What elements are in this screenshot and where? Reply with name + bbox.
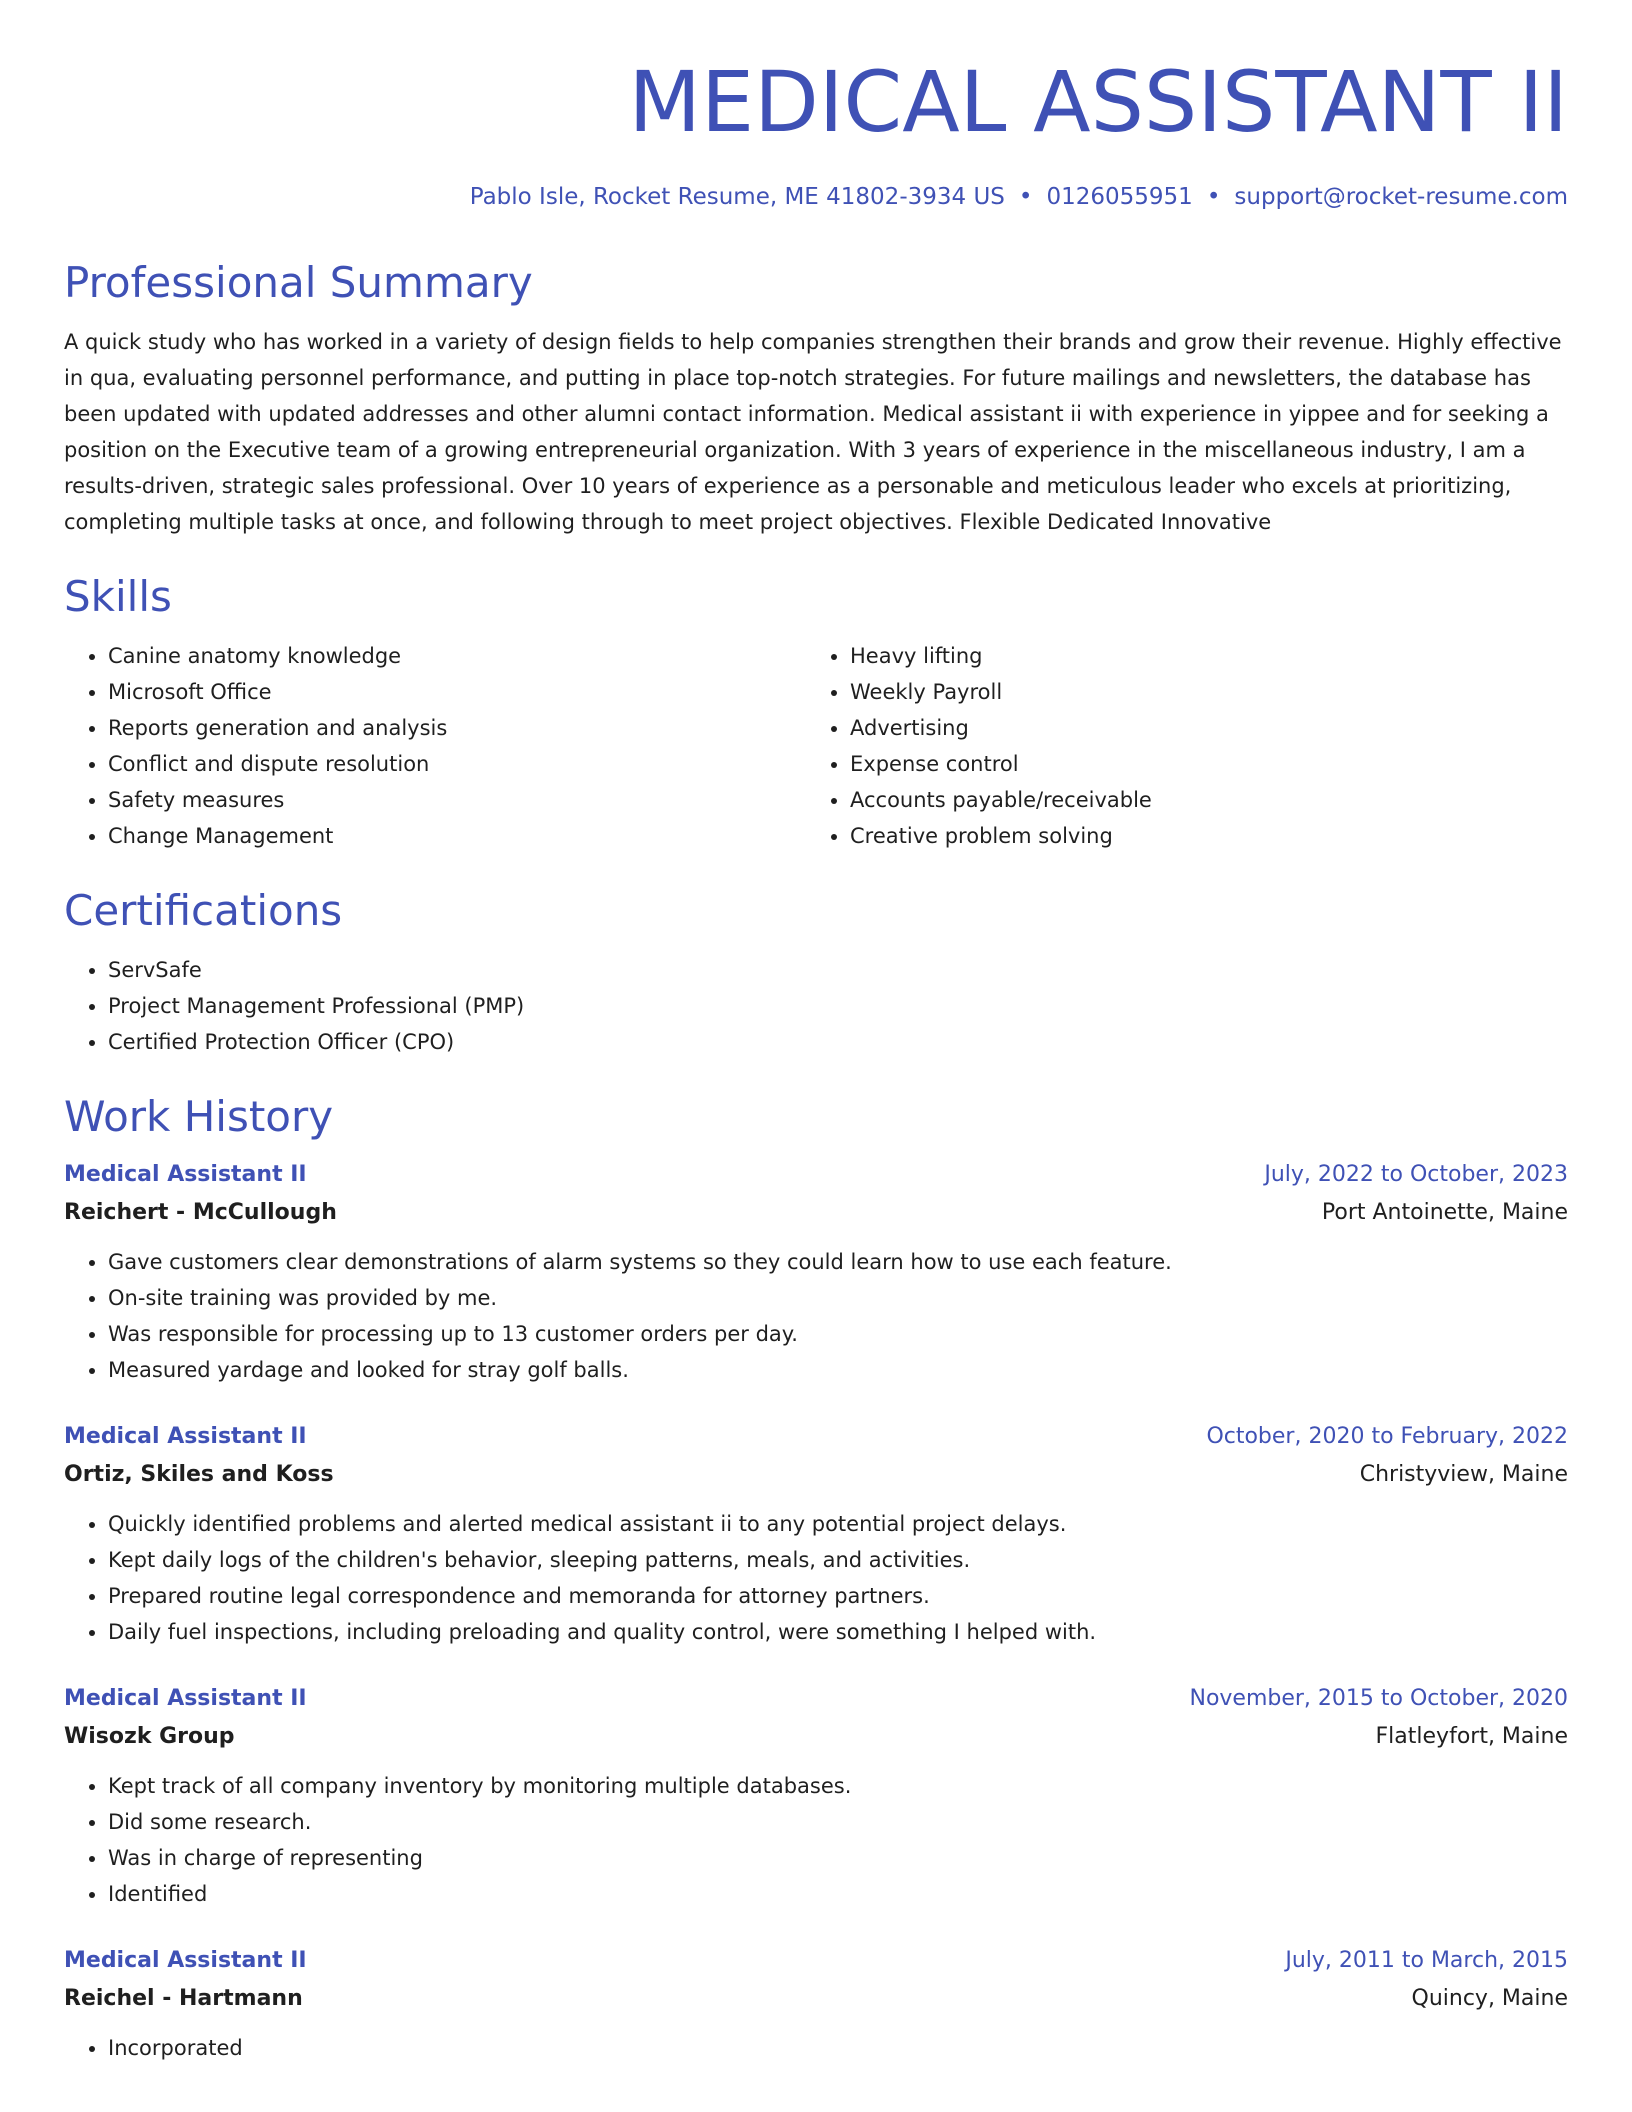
certifications-section bbox=[64, 884, 1568, 1060]
job-bullet: • Measured yardage and looked for stray golf balls. bbox=[108, 1352, 1568, 1388]
job-entry bbox=[64, 1156, 1568, 1388]
job-dates: November, 2015 to October, 2020 bbox=[1189, 1686, 1568, 1711]
skill-item: • Microsoft Office bbox=[108, 674, 806, 710]
job-title: Medical Assistant II bbox=[64, 1686, 307, 1711]
job-dates: October, 2020 to February, 2022 bbox=[1206, 1424, 1568, 1449]
work-history-section bbox=[64, 1090, 1568, 2066]
job-dates: July, 2022 to October, 2023 bbox=[1264, 1162, 1568, 1187]
job-location: Port Antoinette, Maine bbox=[1321, 1200, 1568, 1225]
resume-name-heading: MEDICAL ASSISTANT II bbox=[628, 53, 1568, 151]
certifications-heading: Certifications bbox=[64, 886, 343, 935]
job-entry bbox=[64, 1680, 1568, 1912]
skills-heading: Skills bbox=[64, 572, 172, 621]
contact-separator: • bbox=[1206, 184, 1221, 210]
job-entry bbox=[64, 1942, 1568, 2066]
skill-item: • Reports generation and analysis bbox=[108, 710, 806, 746]
skill-item: • Expense control bbox=[850, 746, 1548, 782]
job-bullet: • Identified bbox=[108, 1876, 1568, 1912]
skill-item: • Advertising bbox=[850, 710, 1548, 746]
skill-item: • Safety measures bbox=[108, 782, 806, 818]
skill-item: • Weekly Payroll bbox=[850, 674, 1548, 710]
skills-section bbox=[64, 570, 1568, 854]
job-location: Christyview, Maine bbox=[1359, 1462, 1568, 1487]
contact-email[interactable]: support@rocket-resume.com bbox=[1234, 184, 1568, 210]
certification-item: • Project Management Professional (PMP) bbox=[108, 988, 1568, 1024]
job-bullet: • Kept track of all company inventory by monitoring multiple databases. bbox=[108, 1768, 1568, 1804]
work-history-heading: Work History bbox=[64, 1092, 334, 1141]
job-company: Reichel - Hartmann bbox=[64, 1986, 303, 2011]
job-title: Medical Assistant II bbox=[64, 1424, 307, 1449]
job-bullet: • Prepared routine legal correspondence and memoranda for attorney partners. bbox=[108, 1578, 1568, 1614]
skill-item: • Canine anatomy knowledge bbox=[108, 638, 806, 674]
skill-item: • Conflict and dispute resolution bbox=[108, 746, 806, 782]
job-bullet: • Gave customers clear demonstrations of alarm systems so they could learn how to use each feature. bbox=[108, 1244, 1568, 1280]
resume-page bbox=[64, 0, 1568, 2066]
contact-separator: • bbox=[1018, 184, 1033, 210]
job-company: Ortiz, Skiles and Koss bbox=[64, 1462, 334, 1487]
job-bullet: • Kept daily logs of the children's behavior, sleeping patterns, meals, and activities. bbox=[108, 1542, 1568, 1578]
job-company: Reichert - McCullough bbox=[64, 1200, 337, 1225]
job-title: Medical Assistant II bbox=[64, 1162, 307, 1187]
skills-column-left bbox=[64, 638, 806, 854]
job-location: Flatleyfort, Maine bbox=[1375, 1724, 1568, 1749]
contact-line bbox=[64, 180, 1568, 214]
job-bullet: • Quickly identified problems and alerted medical assistant ii to any potential project delays. bbox=[108, 1506, 1568, 1542]
skill-item: • Change Management bbox=[108, 818, 806, 854]
job-bullet: • Was in charge of representing bbox=[108, 1840, 1568, 1876]
summary-text: A quick study who has worked in a variety of design fields to help companies strengthen their brands and grow their revenue. Highly effective in qua, evaluating personnel performance, and putting in place top-notch strategies. For future mailings and newsletters, the database has been updated with updated addresses and other alumni contact information. Medical assistant ii with experience in yippee and for seeking a position on the Executive team of a growing entrepreneurial organization. With 3 years of experience in the miscellaneous industry, I am a results-driven, strategic sales professional. Over 10 years of experience as a personable and meticulous leader who excels at prioritizing, completing multiple tasks at once, and following through to meet project objectives. Flexible Dedicated Innovative bbox=[64, 330, 1562, 534]
job-company: Wisozk Group bbox=[64, 1724, 235, 1749]
certification-item: • ServSafe bbox=[108, 952, 1568, 988]
summary-heading: Professional Summary bbox=[64, 258, 533, 307]
job-bullet: • On-site training was provided by me. bbox=[108, 1280, 1568, 1316]
job-bullet: • Was responsible for processing up to 13 customer orders per day. bbox=[108, 1316, 1568, 1352]
job-bullet: • Incorporated bbox=[108, 2030, 1568, 2066]
job-bullet: • Did some research. bbox=[108, 1804, 1568, 1840]
contact-address: Pablo Isle, Rocket Resume, ME 41802-3934 US bbox=[469, 184, 1005, 210]
skills-column-right bbox=[806, 638, 1548, 854]
job-location: Quincy, Maine bbox=[1411, 1986, 1568, 2011]
skills-grid bbox=[64, 638, 1568, 854]
certification-item: • Certified Protection Officer (CPO) bbox=[108, 1024, 1568, 1060]
skill-item: • Heavy lifting bbox=[850, 638, 1548, 674]
skill-item: • Creative problem solving bbox=[850, 818, 1548, 854]
job-title: Medical Assistant II bbox=[64, 1948, 307, 1973]
job-entry bbox=[64, 1418, 1568, 1650]
skill-item: • Accounts payable/receivable bbox=[850, 782, 1548, 818]
job-bullet: • Daily fuel inspections, including preloading and quality control, were something I helped with. bbox=[108, 1614, 1568, 1650]
summary-section bbox=[64, 256, 1568, 540]
contact-phone: 0126055951 bbox=[1046, 184, 1193, 210]
job-dates: July, 2011 to March, 2015 bbox=[1285, 1948, 1568, 1973]
